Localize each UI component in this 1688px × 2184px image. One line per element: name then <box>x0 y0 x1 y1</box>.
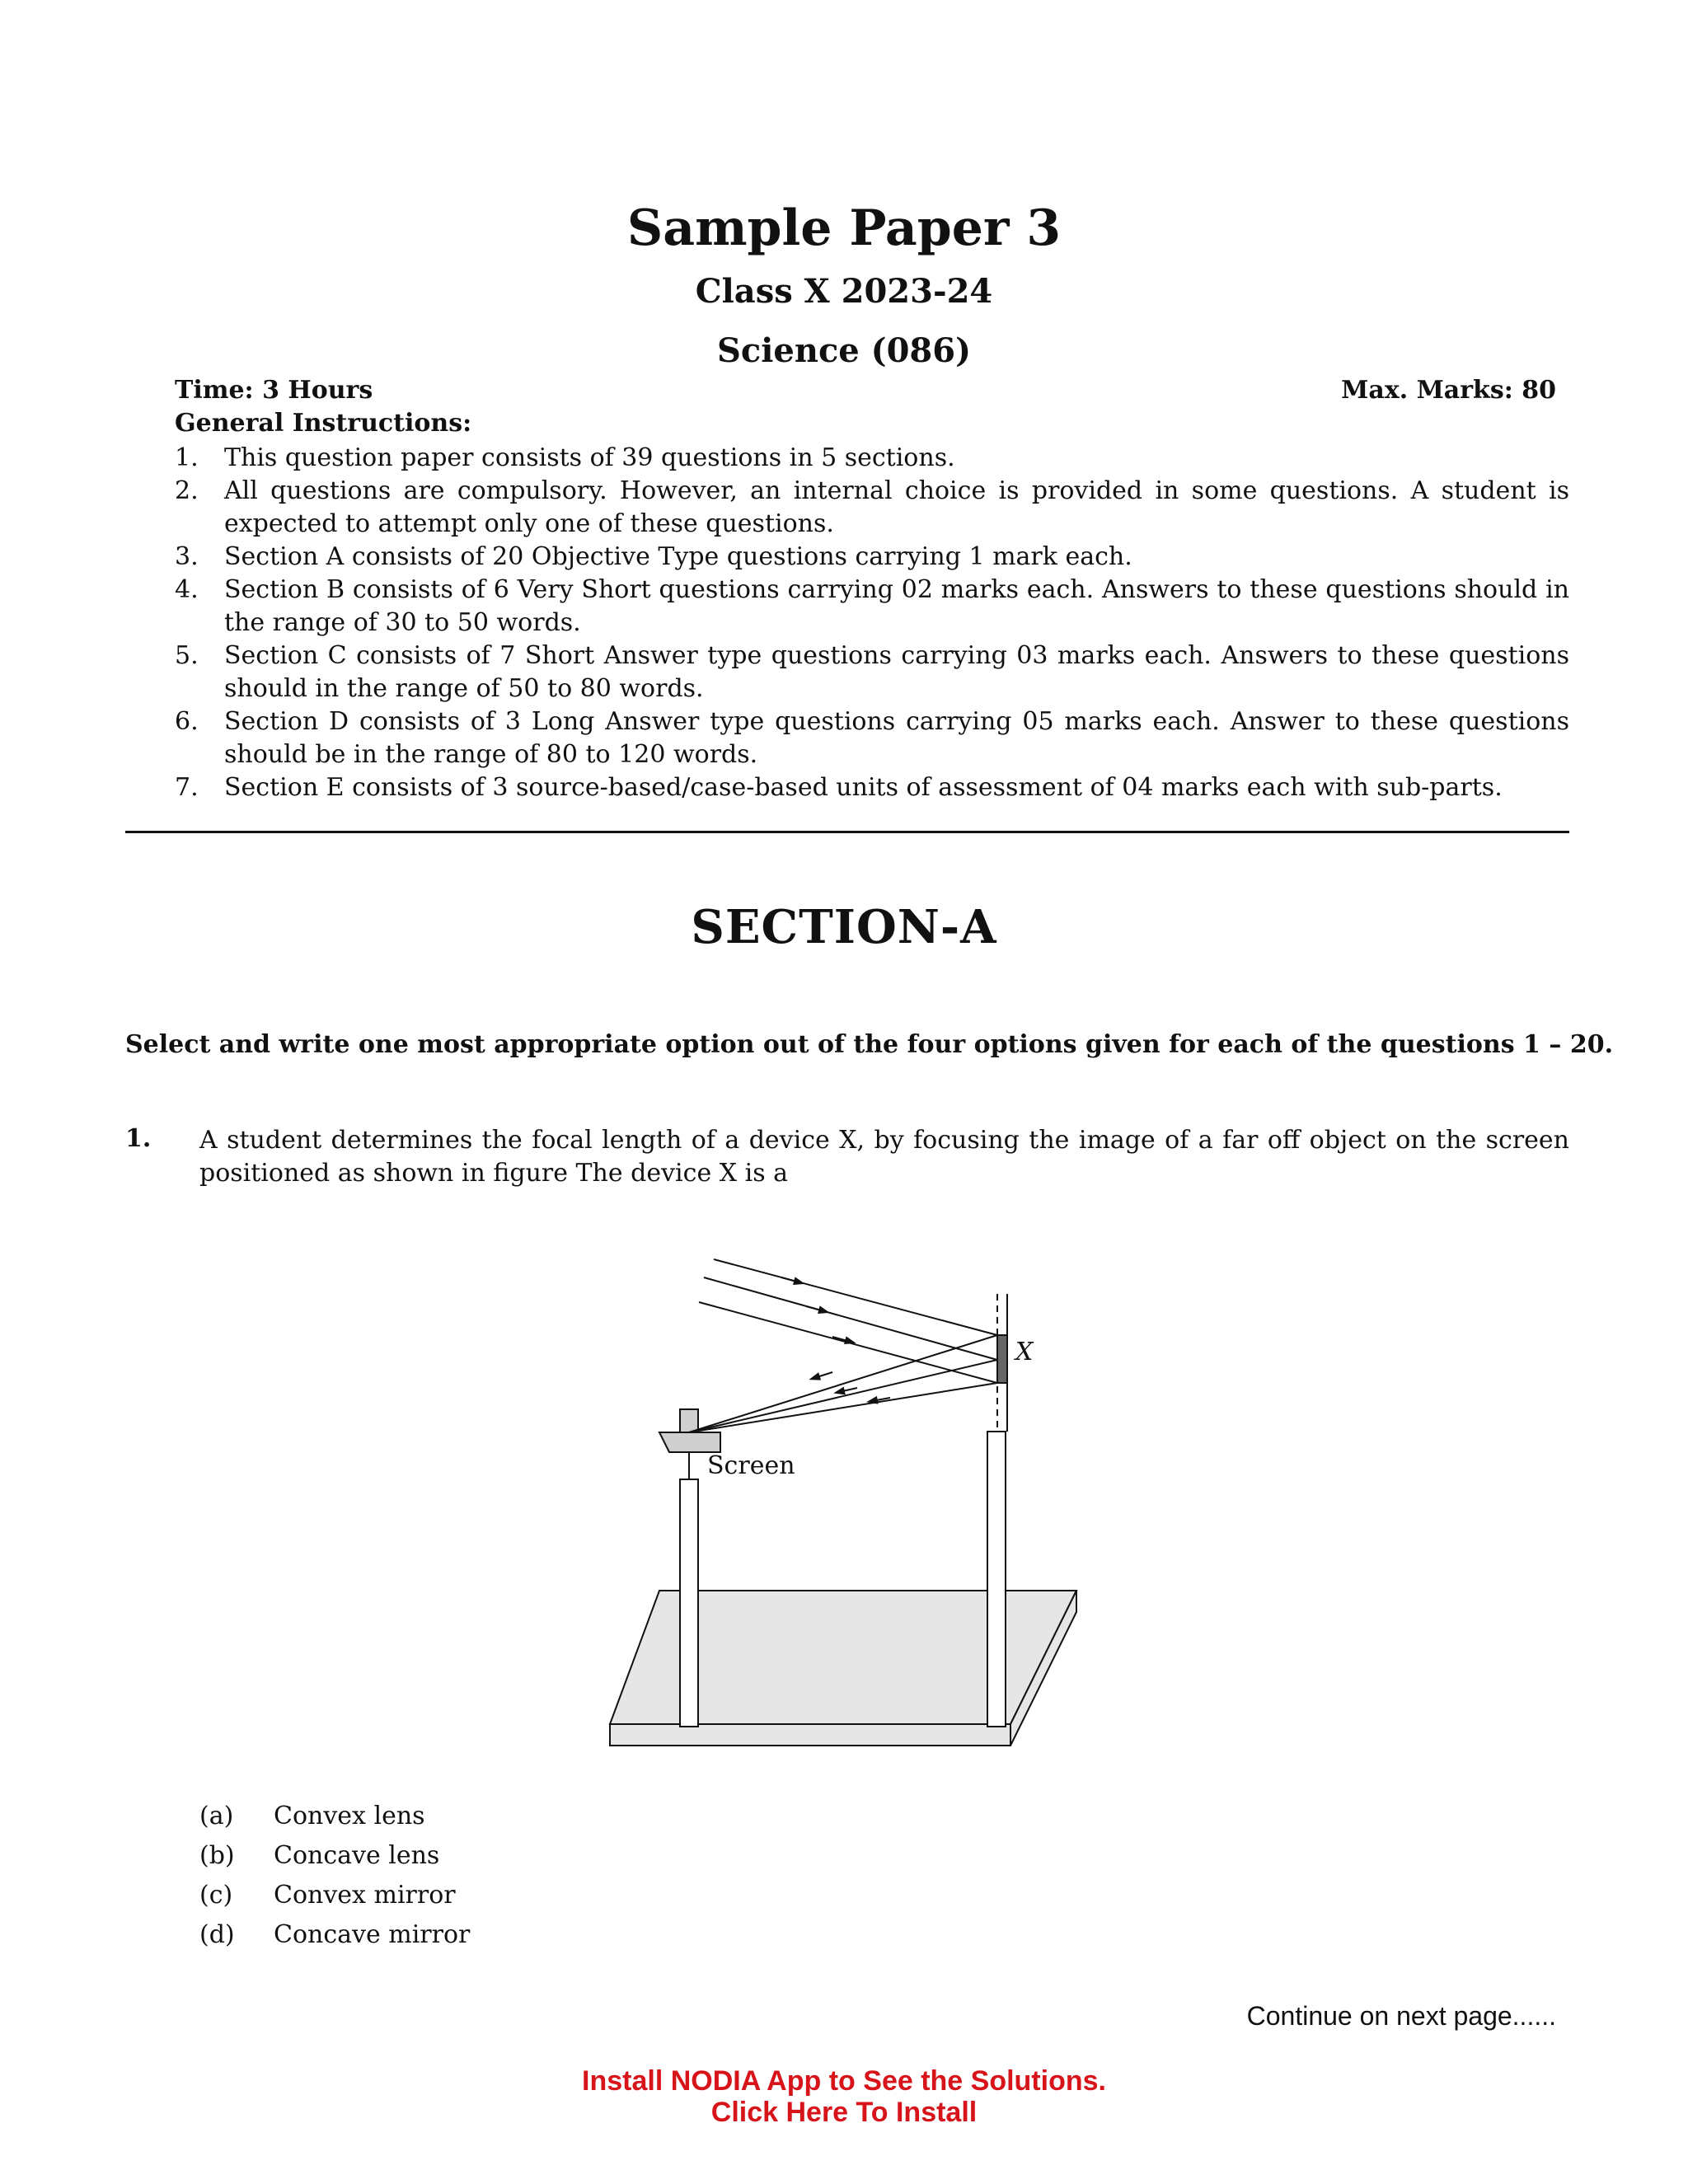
instruction-text: This question paper consists of 39 questions in 5 sections. <box>224 443 955 472</box>
option-label: (a) <box>199 1802 234 1830</box>
instruction-text: Section D consists of 3 Long Answer type questions carrying 05 marks each. Answer to these questions should be in the range of 80 to 120 words. <box>224 707 1569 769</box>
subject-line: Science (086) <box>716 331 972 370</box>
reflected-ray <box>689 1360 997 1432</box>
mirror-stand <box>987 1432 1006 1727</box>
option-text: Convex mirror <box>274 1881 456 1910</box>
device-x <box>997 1335 1007 1383</box>
option-label: (c) <box>199 1881 233 1910</box>
time-label: Time: 3 Hours <box>175 376 373 405</box>
instruction-number: 1. <box>175 443 199 472</box>
install-promo <box>0 2065 1688 2128</box>
instruction-text: Section B consists of 6 Very Short questions carrying 02 marks each. Answers to these questions should in the range of 30 to 50 words. <box>224 575 1569 637</box>
screen-stand <box>680 1479 698 1727</box>
class-line: Class X 2023-24 <box>695 272 993 311</box>
screen-holder <box>659 1432 720 1452</box>
option-label: (b) <box>199 1841 235 1870</box>
screen-label: Screen <box>707 1451 795 1480</box>
instruction-text: Section C consists of 7 Short Answer type questions carrying 03 marks each. Answers to these questions should in the range of 50 to 80 words. <box>224 641 1569 703</box>
instruction-number: 4. <box>175 575 199 604</box>
option-text: Concave lens <box>274 1841 440 1870</box>
instruction-number: 6. <box>175 707 199 736</box>
section-instruction: Select and write one most appropriate option out of the four options given for each of the questions 1 – 20. <box>125 1030 1614 1059</box>
paper-title: Sample Paper 3 <box>626 199 1062 257</box>
instructions-heading: General Instructions: <box>175 409 472 438</box>
instruction-text: All questions are compulsory. However, an internal choice is provided in some questions. A student is expected to attempt only one of these questions. <box>224 476 1569 538</box>
question-text: A student determines the focal length of a device X, by focusing the image of a far off object on the screen positioned as shown in figure The device X is a <box>199 1126 1569 1188</box>
instruction-number: 5. <box>175 641 199 670</box>
bench-front <box>610 1724 1010 1746</box>
instruction-text: Section E consists of 3 source-based/case-based units of assessment of 04 marks each with sub-parts. <box>224 773 1503 802</box>
instruction-number: 7. <box>175 773 199 802</box>
instruction-number: 3. <box>175 542 199 571</box>
install-app-link[interactable]: Install NODIA App to See the Solutions. <box>582 2065 1106 2097</box>
section-heading: SECTION-A <box>691 900 997 954</box>
incoming-ray <box>714 1259 997 1335</box>
option-label: (d) <box>199 1920 235 1949</box>
click-to-install-link[interactable]: Click Here To Install <box>710 2097 978 2128</box>
option-text: Convex lens <box>274 1802 425 1830</box>
continue-note: Continue on next page...... <box>1246 2001 1556 2031</box>
instruction-number: 2. <box>175 476 199 505</box>
option-text: Concave mirror <box>274 1920 471 1949</box>
reflected-ray <box>689 1335 997 1432</box>
max-marks-label: Max. Marks: 80 <box>1341 376 1556 405</box>
device-x-label: X <box>1015 1338 1034 1366</box>
instruction-text: Section A consists of 20 Objective Type questions carrying 1 mark each. <box>224 542 1132 571</box>
incoming-ray <box>704 1277 997 1360</box>
question-number: 1. <box>125 1124 152 1153</box>
